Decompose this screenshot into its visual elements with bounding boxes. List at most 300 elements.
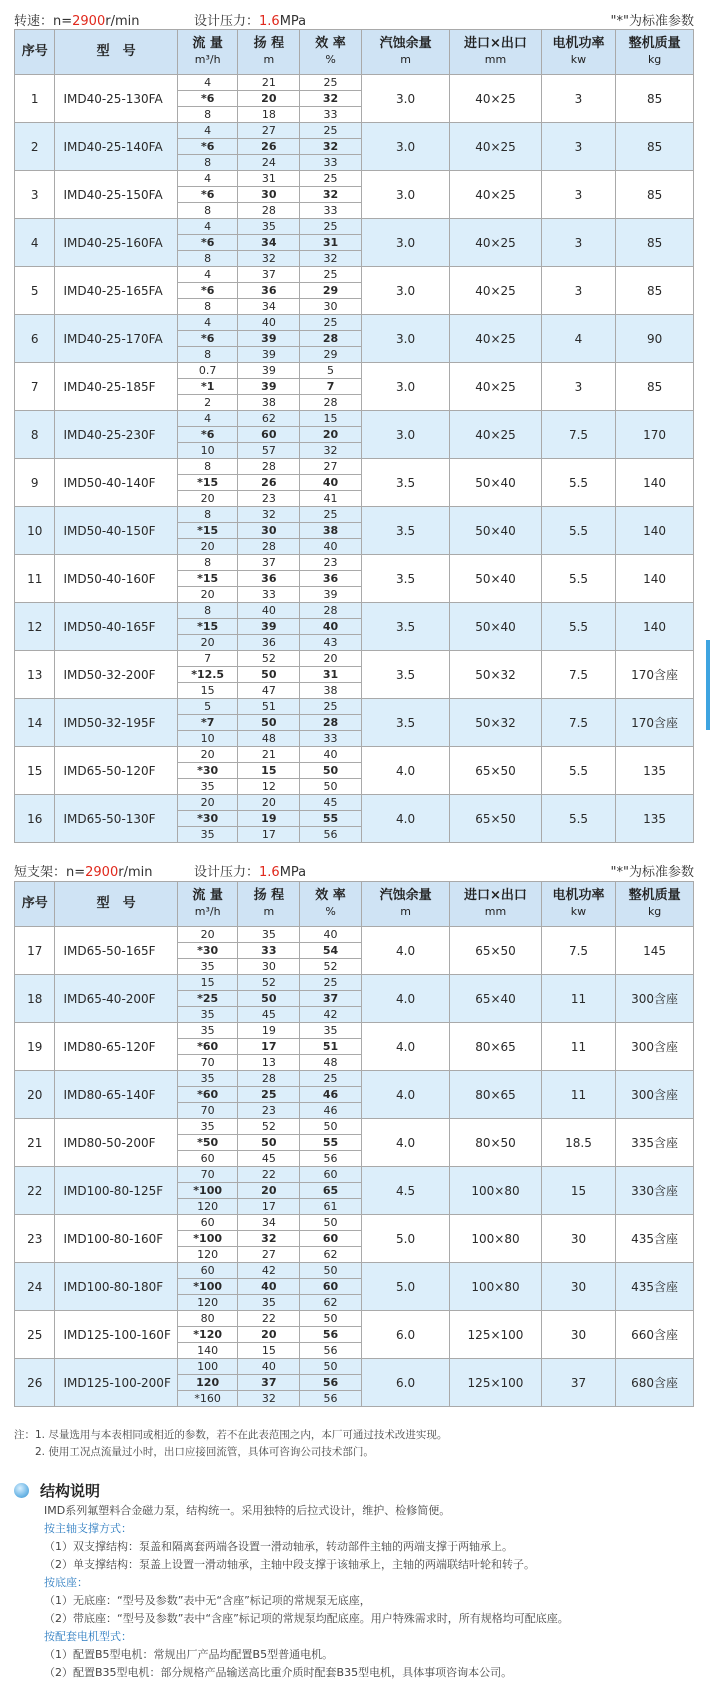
npsh-value: 4.0 — [361, 1071, 449, 1119]
row-number: 11 — [15, 555, 55, 603]
flow-value: 20 — [177, 587, 238, 603]
eff-value: 30 — [300, 299, 362, 315]
npsh-value: 3.0 — [361, 363, 449, 411]
eff-value: 32 — [300, 443, 362, 459]
row-number: 26 — [15, 1359, 55, 1407]
head-value: 12 — [238, 779, 300, 795]
head-value: 32 — [238, 251, 300, 267]
eff-value: 15 — [300, 411, 362, 427]
flow-value: *60 — [177, 1039, 238, 1055]
weight-value: 170含座 — [616, 651, 694, 699]
row-number: 1 — [15, 75, 55, 123]
eff-value: 37 — [300, 991, 362, 1007]
flow-value: 100 — [177, 1359, 238, 1375]
flow-value: 4 — [177, 219, 238, 235]
npsh-value: 3.5 — [361, 699, 449, 747]
flow-value: 4 — [177, 315, 238, 331]
table-row — [15, 1119, 694, 1135]
structure-line: （1）配置B5型电机：常规出厂产品均配置B5型普通电机。 — [44, 1648, 334, 1661]
footnotes — [14, 1427, 447, 1461]
speed-spec: 转速：n=2900r/min — [14, 14, 140, 29]
head-value: 35 — [238, 927, 300, 943]
head-value: 39 — [238, 363, 300, 379]
model-name: IMD40-25-150FA — [55, 171, 177, 219]
head-value: 50 — [238, 715, 300, 731]
npsh-value: 3.0 — [361, 219, 449, 267]
flow-value: *1 — [177, 379, 238, 395]
npsh-value: 3.5 — [361, 507, 449, 555]
motor-power-value: 3 — [541, 267, 615, 315]
flow-value: 8 — [177, 155, 238, 171]
motor-power-value: 3 — [541, 75, 615, 123]
row-number: 8 — [15, 411, 55, 459]
head-value: 45 — [238, 1007, 300, 1023]
flow-value: 8 — [177, 507, 238, 523]
model-name: IMD100-80-125F — [55, 1167, 177, 1215]
npsh-value: 5.0 — [361, 1215, 449, 1263]
table-row — [15, 555, 694, 571]
structure-lines — [14, 1502, 694, 1682]
head-value: 21 — [238, 75, 300, 91]
table-row — [15, 747, 694, 763]
flow-value: 60 — [177, 1215, 238, 1231]
npsh-value: 3.0 — [361, 171, 449, 219]
flow-value: *30 — [177, 811, 238, 827]
motor-power-value: 3 — [541, 123, 615, 171]
flow-value: 35 — [177, 779, 238, 795]
structure-line: （1）双支撑结构：泵盖和隔离套两端各设置一滑动轴承，转动部件主轴的两端支撑于两轴承上。 — [44, 1540, 513, 1553]
head-value: 36 — [238, 571, 300, 587]
table-row — [15, 927, 694, 943]
pressure-spec: 设计压力：1.6MPa — [194, 865, 307, 880]
flow-value: *100 — [177, 1231, 238, 1247]
inlet-outlet-value: 65×50 — [450, 747, 542, 795]
row-number: 24 — [15, 1263, 55, 1311]
npsh-value: 4.0 — [361, 927, 449, 975]
eff-value: 50 — [300, 1311, 362, 1327]
model-name: IMD50-32-195F — [55, 699, 177, 747]
flow-value: *6 — [177, 235, 238, 251]
weight-value: 85 — [616, 75, 694, 123]
head-value: 50 — [238, 1135, 300, 1151]
weight-value: 435含座 — [616, 1263, 694, 1311]
motor-power-value: 4 — [541, 315, 615, 363]
head-value: 50 — [238, 667, 300, 683]
motor-power-value: 37 — [541, 1359, 615, 1407]
inlet-outlet-value: 125×100 — [450, 1359, 542, 1407]
flow-value: 8 — [177, 459, 238, 475]
flow-value: *60 — [177, 1087, 238, 1103]
inlet-outlet-value: 40×25 — [450, 219, 542, 267]
eff-value: 25 — [300, 699, 362, 715]
model-name: IMD65-50-130F — [55, 795, 177, 843]
head-value: 37 — [238, 555, 300, 571]
npsh-value: 6.0 — [361, 1311, 449, 1359]
eff-value: 25 — [300, 1071, 362, 1087]
eff-value: 32 — [300, 187, 362, 203]
row-number: 21 — [15, 1119, 55, 1167]
eff-value: 25 — [300, 315, 362, 331]
head-value: 20 — [238, 91, 300, 107]
head-value: 35 — [238, 1295, 300, 1311]
motor-power-value: 30 — [541, 1263, 615, 1311]
head-value: 34 — [238, 299, 300, 315]
weight-value: 140 — [616, 507, 694, 555]
head-value: 21 — [238, 747, 300, 763]
eff-value: 38 — [300, 683, 362, 699]
model-name: IMD40-25-230F — [55, 411, 177, 459]
npsh-value: 3.5 — [361, 651, 449, 699]
flow-value: 20 — [177, 795, 238, 811]
inlet-outlet-value: 125×100 — [450, 1311, 542, 1359]
flow-value: 7 — [177, 651, 238, 667]
eff-value: 41 — [300, 491, 362, 507]
model-name: IMD80-65-120F — [55, 1023, 177, 1071]
model-name: IMD65-40-200F — [55, 975, 177, 1023]
row-number: 15 — [15, 747, 55, 795]
eff-value: 50 — [300, 763, 362, 779]
flow-value: 70 — [177, 1167, 238, 1183]
flow-value: 60 — [177, 1263, 238, 1279]
table-row — [15, 795, 694, 811]
flow-value: *6 — [177, 139, 238, 155]
flow-value: 4 — [177, 75, 238, 91]
weight-value: 330含座 — [616, 1167, 694, 1215]
col-header-efficiency: 效 率 % — [300, 882, 362, 927]
weight-value: 145 — [616, 927, 694, 975]
npsh-value: 4.5 — [361, 1167, 449, 1215]
flow-value: 4 — [177, 411, 238, 427]
motor-power-value: 11 — [541, 975, 615, 1023]
flow-value: *15 — [177, 523, 238, 539]
row-number: 2 — [15, 123, 55, 171]
eff-value: 33 — [300, 203, 362, 219]
table-row — [15, 603, 694, 619]
flow-value: 5 — [177, 699, 238, 715]
eff-value: 60 — [300, 1231, 362, 1247]
npsh-value: 3.5 — [361, 459, 449, 507]
model-name: IMD65-50-165F — [55, 927, 177, 975]
eff-value: 35 — [300, 1023, 362, 1039]
npsh-value: 3.0 — [361, 123, 449, 171]
eff-value: 20 — [300, 651, 362, 667]
head-value: 30 — [238, 187, 300, 203]
flow-value: *6 — [177, 427, 238, 443]
eff-value: 32 — [300, 91, 362, 107]
head-value: 37 — [238, 267, 300, 283]
head-value: 48 — [238, 731, 300, 747]
head-value: 52 — [238, 975, 300, 991]
model-name: IMD125-100-160F — [55, 1311, 177, 1359]
flow-value: 60 — [177, 1151, 238, 1167]
flow-value: 20 — [177, 747, 238, 763]
eff-value: 29 — [300, 283, 362, 299]
model-name: IMD50-40-140F — [55, 459, 177, 507]
flow-value: *30 — [177, 943, 238, 959]
inlet-outlet-value: 100×80 — [450, 1167, 542, 1215]
eff-value: 50 — [300, 1215, 362, 1231]
inlet-outlet-value: 65×50 — [450, 927, 542, 975]
flow-value: 8 — [177, 555, 238, 571]
eff-value: 51 — [300, 1039, 362, 1055]
head-value: 40 — [238, 315, 300, 331]
table-row — [15, 651, 694, 667]
npsh-value: 4.0 — [361, 1119, 449, 1167]
eff-value: 40 — [300, 475, 362, 491]
weight-value: 660含座 — [616, 1311, 694, 1359]
structure-title: 结构说明 — [14, 1480, 694, 1502]
head-value: 30 — [238, 523, 300, 539]
model-name: IMD50-40-150F — [55, 507, 177, 555]
model-name: IMD50-32-200F — [55, 651, 177, 699]
table-row — [15, 1263, 694, 1279]
model-name: IMD40-25-140FA — [55, 123, 177, 171]
npsh-value: 3.5 — [361, 603, 449, 651]
flow-value: 15 — [177, 683, 238, 699]
flow-value: 80 — [177, 1311, 238, 1327]
npsh-value: 3.0 — [361, 411, 449, 459]
flow-value: 35 — [177, 959, 238, 975]
col-header-motor-power: 电机功率 kw — [541, 882, 615, 927]
row-number: 7 — [15, 363, 55, 411]
head-value: 37 — [238, 1375, 300, 1391]
motor-power-value: 11 — [541, 1023, 615, 1071]
model-name: IMD80-65-140F — [55, 1071, 177, 1119]
row-number: 17 — [15, 927, 55, 975]
eff-value: 33 — [300, 731, 362, 747]
table-row — [15, 1023, 694, 1039]
flow-value: *30 — [177, 763, 238, 779]
head-value: 52 — [238, 651, 300, 667]
row-number: 13 — [15, 651, 55, 699]
motor-power-value: 5.5 — [541, 507, 615, 555]
flow-value: 70 — [177, 1055, 238, 1071]
motor-power-value: 3 — [541, 363, 615, 411]
model-name: IMD40-25-130FA — [55, 75, 177, 123]
flow-value: *15 — [177, 619, 238, 635]
row-number: 16 — [15, 795, 55, 843]
flow-value: 20 — [177, 539, 238, 555]
table-row — [15, 219, 694, 235]
head-value: 23 — [238, 491, 300, 507]
eff-value: 56 — [300, 1391, 362, 1407]
flow-value: *6 — [177, 283, 238, 299]
row-number: 25 — [15, 1311, 55, 1359]
head-value: 30 — [238, 959, 300, 975]
inlet-outlet-value: 40×25 — [450, 411, 542, 459]
eff-value: 45 — [300, 795, 362, 811]
weight-value: 135 — [616, 747, 694, 795]
head-value: 34 — [238, 235, 300, 251]
speed-spec: 短支架：n=2900r/min — [14, 865, 153, 880]
inlet-outlet-value: 65×40 — [450, 975, 542, 1023]
npsh-value: 3.0 — [361, 315, 449, 363]
motor-power-value: 5.5 — [541, 747, 615, 795]
flow-value: 35 — [177, 1007, 238, 1023]
col-header-no: 序号 — [15, 882, 55, 927]
head-value: 23 — [238, 1103, 300, 1119]
row-number: 12 — [15, 603, 55, 651]
motor-power-value: 5.5 — [541, 603, 615, 651]
row-number: 6 — [15, 315, 55, 363]
head-value: 39 — [238, 347, 300, 363]
flow-value: 120 — [177, 1247, 238, 1263]
motor-power-value: 5.5 — [541, 555, 615, 603]
row-number: 22 — [15, 1167, 55, 1215]
structure-line: （1）无底座：“型号及参数”表中无“含座”标记项的常规泵无底座， — [44, 1594, 371, 1607]
table-row — [15, 123, 694, 139]
npsh-value: 4.0 — [361, 1023, 449, 1071]
structure-line: （2）单支撑结构：泵盖上设置一滑动轴承，主轴中段支撑于该轴承上，主轴的两端联结叶轮和转子。 — [44, 1558, 535, 1571]
eff-value: 28 — [300, 395, 362, 411]
motor-power-value: 5.5 — [541, 459, 615, 507]
pump-spec-table-1 — [14, 29, 694, 843]
flow-value: 8 — [177, 603, 238, 619]
structure-line: IMD系列氟塑料合金磁力泵，结构统一。采用独特的后拉式设计，维护、检修简便。 — [44, 1504, 451, 1517]
table-row — [15, 411, 694, 427]
model-name: IMD50-40-165F — [55, 603, 177, 651]
flow-value: 2 — [177, 395, 238, 411]
head-value: 20 — [238, 795, 300, 811]
head-value: 27 — [238, 1247, 300, 1263]
row-number: 5 — [15, 267, 55, 315]
eff-value: 25 — [300, 219, 362, 235]
eff-value: 46 — [300, 1087, 362, 1103]
weight-value: 170含座 — [616, 699, 694, 747]
footnote-2: 2. 使用工况点流量过小时，出口应接回流管，具体可咨询公司技术部门。 — [14, 1446, 374, 1458]
head-value: 20 — [238, 1327, 300, 1343]
flow-value: *6 — [177, 91, 238, 107]
head-value: 50 — [238, 991, 300, 1007]
row-number: 10 — [15, 507, 55, 555]
flow-value: 15 — [177, 975, 238, 991]
weight-value: 85 — [616, 219, 694, 267]
footnote-1: 注：1. 尽量选用与本表相同或相近的参数，若不在此表范围之内，本厂可通过技术改进实现。 — [14, 1429, 448, 1441]
motor-power-value: 3 — [541, 171, 615, 219]
eff-value: 62 — [300, 1247, 362, 1263]
eff-value: 28 — [300, 715, 362, 731]
eff-value: 56 — [300, 1151, 362, 1167]
eff-value: 55 — [300, 811, 362, 827]
flow-value: 8 — [177, 107, 238, 123]
eff-value: 50 — [300, 1263, 362, 1279]
eff-value: 25 — [300, 171, 362, 187]
eff-value: 56 — [300, 1343, 362, 1359]
table-row — [15, 171, 694, 187]
npsh-value: 3.5 — [361, 555, 449, 603]
flow-value: *160 — [177, 1391, 238, 1407]
head-value: 27 — [238, 123, 300, 139]
inlet-outlet-value: 40×25 — [450, 267, 542, 315]
head-value: 33 — [238, 943, 300, 959]
table-header-row — [15, 882, 694, 927]
pressure-spec: 设计压力：1.6MPa — [194, 14, 307, 29]
weight-value: 300含座 — [616, 975, 694, 1023]
head-value: 52 — [238, 1119, 300, 1135]
pump-spec-table-2 — [14, 881, 694, 1407]
head-value: 51 — [238, 699, 300, 715]
eff-value: 40 — [300, 619, 362, 635]
eff-value: 39 — [300, 587, 362, 603]
flow-value: 120 — [177, 1199, 238, 1215]
flow-value: *100 — [177, 1279, 238, 1295]
flow-value: 8 — [177, 203, 238, 219]
table-row — [15, 1167, 694, 1183]
eff-value: 40 — [300, 747, 362, 763]
inlet-outlet-value: 80×50 — [450, 1119, 542, 1167]
motor-power-value: 30 — [541, 1215, 615, 1263]
npsh-value: 4.0 — [361, 747, 449, 795]
npsh-value: 5.0 — [361, 1263, 449, 1311]
head-value: 32 — [238, 1391, 300, 1407]
inlet-outlet-value: 40×25 — [450, 363, 542, 411]
eff-value: 54 — [300, 943, 362, 959]
model-name: IMD40-25-185F — [55, 363, 177, 411]
flow-value: 8 — [177, 251, 238, 267]
eff-value: 25 — [300, 267, 362, 283]
head-value: 17 — [238, 1199, 300, 1215]
flow-value: *7 — [177, 715, 238, 731]
npsh-value: 3.0 — [361, 75, 449, 123]
eff-value: 28 — [300, 603, 362, 619]
flow-value: 20 — [177, 491, 238, 507]
motor-power-value: 18.5 — [541, 1119, 615, 1167]
table-row — [15, 1359, 694, 1375]
flow-value: 20 — [177, 635, 238, 651]
model-name: IMD100-80-160F — [55, 1215, 177, 1263]
model-name: IMD40-25-160FA — [55, 219, 177, 267]
eff-value: 50 — [300, 779, 362, 795]
flow-value: *120 — [177, 1327, 238, 1343]
eff-value: 33 — [300, 107, 362, 123]
table-row — [15, 699, 694, 715]
head-value: 22 — [238, 1167, 300, 1183]
weight-value: 300含座 — [616, 1023, 694, 1071]
eff-value: 60 — [300, 1167, 362, 1183]
eff-value: 36 — [300, 571, 362, 587]
flow-value: *15 — [177, 571, 238, 587]
model-name: IMD40-25-165FA — [55, 267, 177, 315]
head-value: 28 — [238, 203, 300, 219]
inlet-outlet-value: 50×40 — [450, 603, 542, 651]
col-header-efficiency: 效 率 % — [300, 30, 362, 75]
flow-value: *25 — [177, 991, 238, 1007]
weight-value: 85 — [616, 363, 694, 411]
inlet-outlet-value: 40×25 — [450, 315, 542, 363]
eff-value: 20 — [300, 427, 362, 443]
flow-value: 35 — [177, 1119, 238, 1135]
flow-value: *6 — [177, 187, 238, 203]
eff-value: 5 — [300, 363, 362, 379]
inlet-outlet-value: 80×65 — [450, 1071, 542, 1119]
flow-value: *12.5 — [177, 667, 238, 683]
head-value: 40 — [238, 603, 300, 619]
table-row — [15, 267, 694, 283]
inlet-outlet-value: 50×40 — [450, 507, 542, 555]
col-header-inlet-outlet: 进口×出口 mm — [450, 30, 542, 75]
eff-value: 32 — [300, 251, 362, 267]
eff-value: 40 — [300, 927, 362, 943]
inlet-outlet-value: 80×65 — [450, 1023, 542, 1071]
weight-value: 135 — [616, 795, 694, 843]
flow-value: 140 — [177, 1343, 238, 1359]
flow-value: 4 — [177, 123, 238, 139]
eff-value: 23 — [300, 555, 362, 571]
weight-value: 435含座 — [616, 1215, 694, 1263]
model-name: IMD65-50-120F — [55, 747, 177, 795]
table-row — [15, 315, 694, 331]
weight-value: 140 — [616, 555, 694, 603]
